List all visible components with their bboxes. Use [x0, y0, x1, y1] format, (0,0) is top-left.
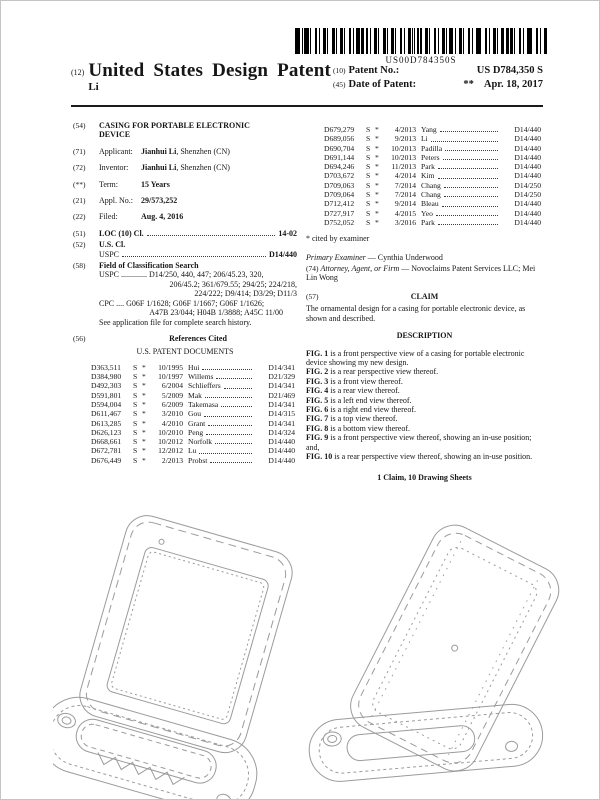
description-heading: DESCRIPTION [396, 331, 453, 341]
examiner-name: — Cynthia Underwood [367, 252, 443, 262]
examiner-cited-star: * [142, 455, 146, 465]
patent-citation-row [324, 190, 541, 199]
inventor-name: Hui [188, 362, 200, 372]
figure-text: is a bottom view thereof. [328, 423, 410, 433]
patent-citation-row [324, 144, 541, 153]
issue-date: 10/1995 [158, 362, 183, 372]
inventor-name: Grant [188, 418, 206, 428]
kind-code: S [366, 217, 371, 227]
patent-number-row [333, 65, 543, 76]
field-code: (**) [73, 179, 86, 189]
figure-description-line [306, 396, 543, 405]
field-56-code: (56) [73, 333, 86, 343]
figure-text: is a top view thereof. [328, 414, 398, 424]
field-value-rest: , Shenzhen (CN) [176, 146, 230, 156]
right-column [306, 121, 543, 483]
inventor-name: Probst [188, 455, 208, 465]
patent-number: D727,917 [324, 208, 355, 218]
field-54-code: (54) [73, 121, 86, 130]
kind-code: S [133, 399, 138, 409]
claim-text: The ornamental design for a casing for portable electronic device, as shown and described. [306, 304, 526, 323]
field-label: Filed: [99, 212, 118, 222]
bib-field-row [73, 163, 297, 172]
bib-field-row [73, 147, 297, 156]
figure-text: is a rear perspective view thereof, showing an in-use position. [332, 451, 533, 461]
issue-date: 7/2014 [394, 190, 416, 200]
patent-number: D594,004 [91, 399, 122, 409]
kind-code: S [133, 381, 138, 391]
patent-number: D709,064 [324, 190, 355, 200]
kind-code: S [366, 152, 371, 162]
patent-number: D613,285 [91, 418, 122, 428]
kind-code: S [366, 199, 371, 209]
classification: D14/440 [514, 199, 541, 209]
search-line: USPC ............. D14/250, 440, 447; 206/45.23, 320, [99, 270, 264, 280]
examiner-cited-star: * [375, 152, 379, 162]
figure-label: FIG. 3 [306, 376, 329, 386]
issue-date: 9/2013 [394, 134, 416, 144]
figure-label: FIG. 10 [306, 451, 333, 461]
inventor-name: Peng [188, 427, 204, 437]
field-code: (21) [73, 196, 86, 206]
examiner-cited-star: * [142, 446, 146, 456]
dot-leader [443, 159, 498, 160]
uspc-label: USPC [99, 249, 120, 259]
patent-table-right [324, 125, 541, 227]
kind-code: S [133, 418, 138, 428]
examiner-cited-star: * [375, 171, 379, 181]
examiner-cited-star: * [375, 208, 379, 218]
inventor-name: Yang [421, 125, 437, 134]
figure-description-line [306, 367, 543, 376]
examiner-cited-star: * [375, 199, 379, 209]
issue-date: 10/2010 [158, 427, 183, 437]
dot-leader [444, 196, 498, 197]
classification: D14/440 [514, 152, 541, 162]
loc-class-value: 14-02 [278, 228, 297, 238]
figure-text: is a right end view thereof. [328, 404, 416, 414]
issue-date: 6/2004 [161, 381, 183, 391]
figure-text: is a front perspective view of a casing for portable electronic device showing my new design. [306, 348, 525, 367]
us-patent-documents-heading: U.S. PATENT DOCUMENTS [136, 347, 234, 357]
figure-label: FIG. 4 [306, 386, 329, 396]
examiner-cited-star: * [375, 125, 379, 134]
patent-number: D712,412 [324, 199, 355, 209]
kind-code: S [133, 446, 138, 456]
figure-text: is a rear perspective view thereof. [328, 367, 439, 377]
field-value: Aug. 4, 2016 [141, 212, 184, 222]
figure-description-line [306, 405, 543, 414]
issue-date: 6/2009 [161, 399, 183, 409]
patent-citation-row [91, 419, 295, 428]
patent-citation-row [91, 400, 295, 409]
patent-citation-row [324, 125, 541, 134]
inventor-name: Yeo [421, 208, 433, 218]
patent-citation-row [324, 134, 541, 143]
issue-date: 7/2014 [394, 180, 416, 190]
figure-text: is a left end view thereof. [328, 395, 412, 405]
dot-leader [431, 141, 498, 142]
bib-field-row [73, 180, 297, 189]
figure-description-line [306, 433, 543, 452]
patent-number: D689,056 [324, 134, 355, 144]
dot-leader [215, 443, 252, 444]
examiner-cited-star: * [375, 190, 379, 200]
inventor-name: Kim [421, 171, 435, 181]
patent-number: D709,063 [324, 180, 355, 190]
examiner-cited-star: * [142, 427, 146, 437]
inventor-name: Norfolk [188, 437, 213, 447]
examiner-cited-star: * [375, 162, 379, 172]
issue-date: 4/2013 [394, 125, 416, 134]
examiner-cited-star: * [142, 372, 146, 382]
patent-number: D694,246 [324, 162, 355, 172]
inventor-name: Li [421, 134, 428, 144]
classification: D21/329 [268, 372, 295, 382]
issue-date: 4/2015 [394, 208, 416, 218]
barcode-text: US00D784350S [385, 55, 457, 65]
search-line: 206/45.2; 361/679.55; 294/25; 224/218, [169, 279, 297, 289]
uspc-value: D14/440 [269, 249, 297, 259]
kind-code: S [366, 171, 371, 181]
figure-description-line [306, 414, 543, 423]
kind-code: S [133, 390, 138, 400]
issue-date: 4/2010 [161, 418, 183, 428]
issue-date: 2/2013 [161, 455, 183, 465]
loc-label: LOC (10) Cl. [99, 228, 144, 238]
issue-date: 11/2013 [391, 162, 416, 172]
field-code: (72) [73, 163, 86, 173]
inventor-name: Bleau [421, 199, 439, 209]
field-51-code: (51) [73, 228, 86, 238]
field-label: Term: [99, 179, 118, 189]
dot-leader [221, 406, 252, 407]
examiner-cited-star: * [142, 362, 146, 372]
dot-leader [122, 256, 266, 257]
figure-description-line [306, 424, 543, 433]
field-51-loc [73, 229, 297, 238]
issue-date: 10/2012 [158, 437, 183, 447]
barcode-image [295, 28, 547, 54]
examiner-label: Primary Examiner [306, 252, 366, 262]
patent-citation-row [324, 218, 541, 227]
inventor-name: Park [421, 217, 435, 227]
patent-citation-row [91, 428, 295, 437]
classification: D14/440 [268, 446, 295, 456]
examiner-cited-star: * [142, 399, 146, 409]
field-label: Applicant: [99, 146, 133, 156]
classification: D14/440 [514, 162, 541, 172]
patent-citation-row [91, 409, 295, 418]
patent-number: D492,303 [91, 381, 122, 391]
field-value: Jianhui Li [141, 163, 177, 173]
kind-code: S [133, 455, 138, 465]
kind-code: S [133, 427, 138, 437]
inventor-name: Peters [421, 152, 440, 162]
field-57-code: (57) [306, 291, 319, 301]
figure-label: FIG. 8 [306, 423, 329, 433]
patent-number: D611,467 [91, 409, 121, 419]
examiner-cited-star: * [375, 143, 379, 153]
kind-code: S [366, 125, 371, 134]
claims-sheets-note: 1 Claim, 10 Drawing Sheets [377, 473, 472, 483]
field-label: Inventor: [99, 163, 129, 173]
issue-date: 5/2009 [161, 390, 183, 400]
patent-number: D591,801 [91, 390, 122, 400]
bibliographic-columns [73, 121, 543, 483]
examiner-cited-star: * [375, 180, 379, 190]
references-heading: References Cited [169, 333, 227, 343]
dot-leader [199, 453, 252, 454]
date-value: Apr. 18, 2017 [483, 79, 543, 90]
kind-code: S [366, 180, 371, 190]
bib-field-row [73, 196, 297, 205]
date-code: (45) [333, 80, 346, 89]
field-56-references [73, 334, 297, 343]
dot-leader [442, 206, 498, 207]
figure-rear-perspective-drawing [289, 516, 569, 800]
figure-descriptions [306, 349, 543, 462]
issue-date: 9/2014 [394, 199, 416, 209]
kind-code: S [133, 362, 138, 372]
field-label: Appl. No.: [99, 196, 133, 206]
figure-label: FIG. 5 [306, 395, 329, 405]
figure-description-line [306, 386, 543, 395]
dot-leader [210, 462, 252, 463]
examiner-cited-star: * [142, 437, 146, 447]
inventor-name: Willems [188, 372, 214, 382]
dot-leader [444, 187, 498, 188]
patent-no-code: (10) [333, 66, 346, 75]
classification: D14/341 [268, 362, 295, 372]
figure-description-line [306, 349, 543, 368]
issue-date: 3/2016 [394, 217, 416, 227]
patent-number: D752,052 [324, 217, 355, 227]
drawing-sheet-preview [1, 506, 600, 800]
classification: D14/440 [514, 134, 541, 144]
kind-code: S [366, 190, 371, 200]
patent-citation-row [324, 153, 541, 162]
attorney-label: Attorney, Agent, or Firm [320, 264, 400, 274]
inventor-name: Chang [421, 180, 441, 190]
issue-date: 3/2010 [161, 409, 183, 419]
bib-fields [73, 147, 297, 222]
figure-description-line [306, 452, 543, 461]
date-label: Date of Patent: [348, 79, 417, 90]
figure-text: is a front view thereof. [328, 376, 403, 386]
left-column [73, 121, 297, 483]
field-code: (22) [73, 212, 86, 222]
kind-code: S [133, 372, 138, 382]
inventor-name: Takemasa [188, 399, 219, 409]
examiner-cited-star: * [142, 390, 146, 400]
patent-table-left [91, 363, 295, 465]
patent-number: D679,279 [324, 125, 355, 134]
figure-label: FIG. 9 [306, 433, 329, 443]
patent-number: D703,672 [324, 171, 355, 181]
dot-leader [147, 235, 276, 236]
classification: D14/341 [268, 418, 295, 428]
issue-date: 10/2013 [391, 152, 416, 162]
figure-label: FIG. 1 [306, 348, 329, 358]
dot-leader [438, 168, 498, 169]
dot-leader [224, 388, 252, 389]
figure-text: is a front perspective view thereof, showing an in-use position; and, [306, 433, 532, 452]
dot-leader [208, 425, 252, 426]
field-value: Jianhui Li [141, 146, 177, 156]
kind-code: S [366, 143, 371, 153]
field-value-rest: , Shenzhen (CN) [176, 163, 230, 173]
patent-citation-row [324, 181, 541, 190]
kind-code: S [366, 134, 371, 144]
field-58-code: (58) [73, 261, 86, 271]
patent-number: D384,980 [91, 372, 122, 382]
patent-citation-row [91, 456, 295, 465]
attorney-line [306, 264, 543, 283]
patent-number: D691,144 [324, 152, 355, 162]
patent-citation-row [324, 209, 541, 218]
barcode-block [295, 28, 547, 65]
dot-leader [205, 397, 252, 398]
patent-citation-row [91, 437, 295, 446]
primary-examiner-line [306, 253, 543, 262]
claim-heading-row [306, 292, 543, 301]
search-line: A47B 23/044; H04B 1/3888; A45C 11/00 [149, 308, 283, 318]
dot-leader [445, 150, 498, 151]
figure-description-line [306, 377, 543, 386]
figure-label: FIG. 2 [306, 367, 329, 377]
patent-number: D690,704 [324, 143, 355, 153]
classification: D14/315 [268, 409, 295, 419]
classification: D14/440 [514, 125, 541, 134]
cited-by-examiner-note: * cited by examiner [306, 234, 370, 244]
examiner-cited-star: * [375, 217, 379, 227]
classification: D14/440 [514, 217, 541, 227]
invention-title: CASING FOR PORTABLE ELECTRONIC DEVICE [99, 121, 250, 140]
issue-date: 10/2013 [391, 143, 416, 153]
field-code: (71) [73, 146, 86, 156]
search-note: See application file for complete search history. [99, 317, 252, 327]
page-title: United States Design Patent [88, 60, 332, 81]
patent-citation-row [324, 171, 541, 180]
date-stars: ** [463, 79, 474, 90]
patent-citation-row [91, 372, 295, 381]
kind-code: S [366, 208, 371, 218]
patent-no-value: US D784,350 S [476, 65, 543, 76]
classification: D14/440 [268, 437, 295, 447]
classification: D14/250 [514, 180, 541, 190]
field-52-code: (52) [73, 240, 86, 250]
dot-leader [438, 178, 498, 179]
patent-number: D626,123 [91, 427, 122, 437]
search-line: 224/222; D9/414; D3/29; D11/3 [194, 289, 297, 299]
dot-leader [204, 416, 252, 417]
figure-text: is a rear view thereof. [328, 386, 400, 396]
date-of-patent-row [333, 79, 543, 90]
classification: D14/341 [268, 381, 295, 391]
claim-heading: CLAIM [410, 291, 439, 301]
figure-label: FIG. 7 [306, 414, 329, 424]
figure-label: FIG. 6 [306, 404, 329, 414]
examiner-cited-star: * [142, 381, 146, 391]
field-value: 29/573,252 [141, 196, 178, 206]
header-code: (12) [71, 68, 85, 77]
patent-number: D672,781 [91, 446, 122, 456]
patent-no-label: Patent No.: [348, 65, 400, 76]
patent-citation-row [91, 381, 295, 390]
dot-leader [206, 434, 252, 435]
inventor-name: Lu [188, 446, 197, 456]
bib-field-row [73, 212, 297, 221]
dot-leader [202, 369, 252, 370]
classification: D21/469 [268, 390, 295, 400]
inventor-name: Mak [188, 390, 202, 400]
kind-code: S [133, 409, 138, 419]
dot-leader [216, 378, 252, 379]
dot-leader [438, 224, 498, 225]
inventor-name: Gou [188, 409, 202, 419]
dot-leader [436, 215, 498, 216]
classification: D14/440 [268, 455, 295, 465]
figure-front-perspective-drawing [53, 508, 305, 800]
kind-code: S [133, 437, 138, 447]
field-value: 15 Years [141, 179, 170, 189]
inventor-name: Padilla [421, 143, 443, 153]
patent-citation-row [91, 391, 295, 400]
classification: D14/341 [268, 399, 295, 409]
classification: D14/324 [268, 427, 295, 437]
kind-code: S [366, 162, 371, 172]
issue-date: 10/1997 [158, 372, 183, 382]
header-rule [71, 105, 543, 107]
examiner-cited-star: * [142, 409, 146, 419]
patent-number: D668,661 [91, 437, 122, 447]
field-74-code: (74) [306, 264, 319, 274]
patent-citation-row [324, 199, 541, 208]
inventor-name: Park [421, 162, 435, 172]
uscl-label: U.S. Cl. [99, 240, 126, 250]
inventor-name: Schlieffers [188, 381, 221, 391]
inventor-name: Chang [421, 190, 441, 200]
classification: D14/440 [514, 171, 541, 181]
patent-citation-row [324, 162, 541, 171]
inventor-surname: Li [88, 81, 99, 93]
dot-leader [440, 131, 498, 132]
patent-number: D363,511 [91, 362, 121, 372]
attorney-value: — Novoclaims Patent Services LLC; Mei Lin Wong [306, 264, 536, 283]
field-52-uscl [73, 240, 297, 259]
header [71, 61, 543, 93]
patent-number: D676,449 [91, 455, 122, 465]
field-54-title [73, 121, 297, 140]
issue-date: 12/2012 [158, 446, 183, 456]
patent-citation-row [91, 363, 295, 372]
patent-citation-row [91, 446, 295, 455]
search-line: CPC .... G06F 1/1628; G06F 1/1667; G06F 1/1626; [99, 298, 265, 308]
classification: D14/250 [514, 190, 541, 200]
classification: D14/440 [514, 143, 541, 153]
field-58-search [73, 261, 297, 327]
examiner-cited-star: * [375, 134, 379, 144]
issue-date: 4/2014 [394, 171, 416, 181]
classification: D14/440 [514, 208, 541, 218]
search-heading: Field of Classification Search [99, 261, 199, 271]
examiner-cited-star: * [142, 418, 146, 428]
